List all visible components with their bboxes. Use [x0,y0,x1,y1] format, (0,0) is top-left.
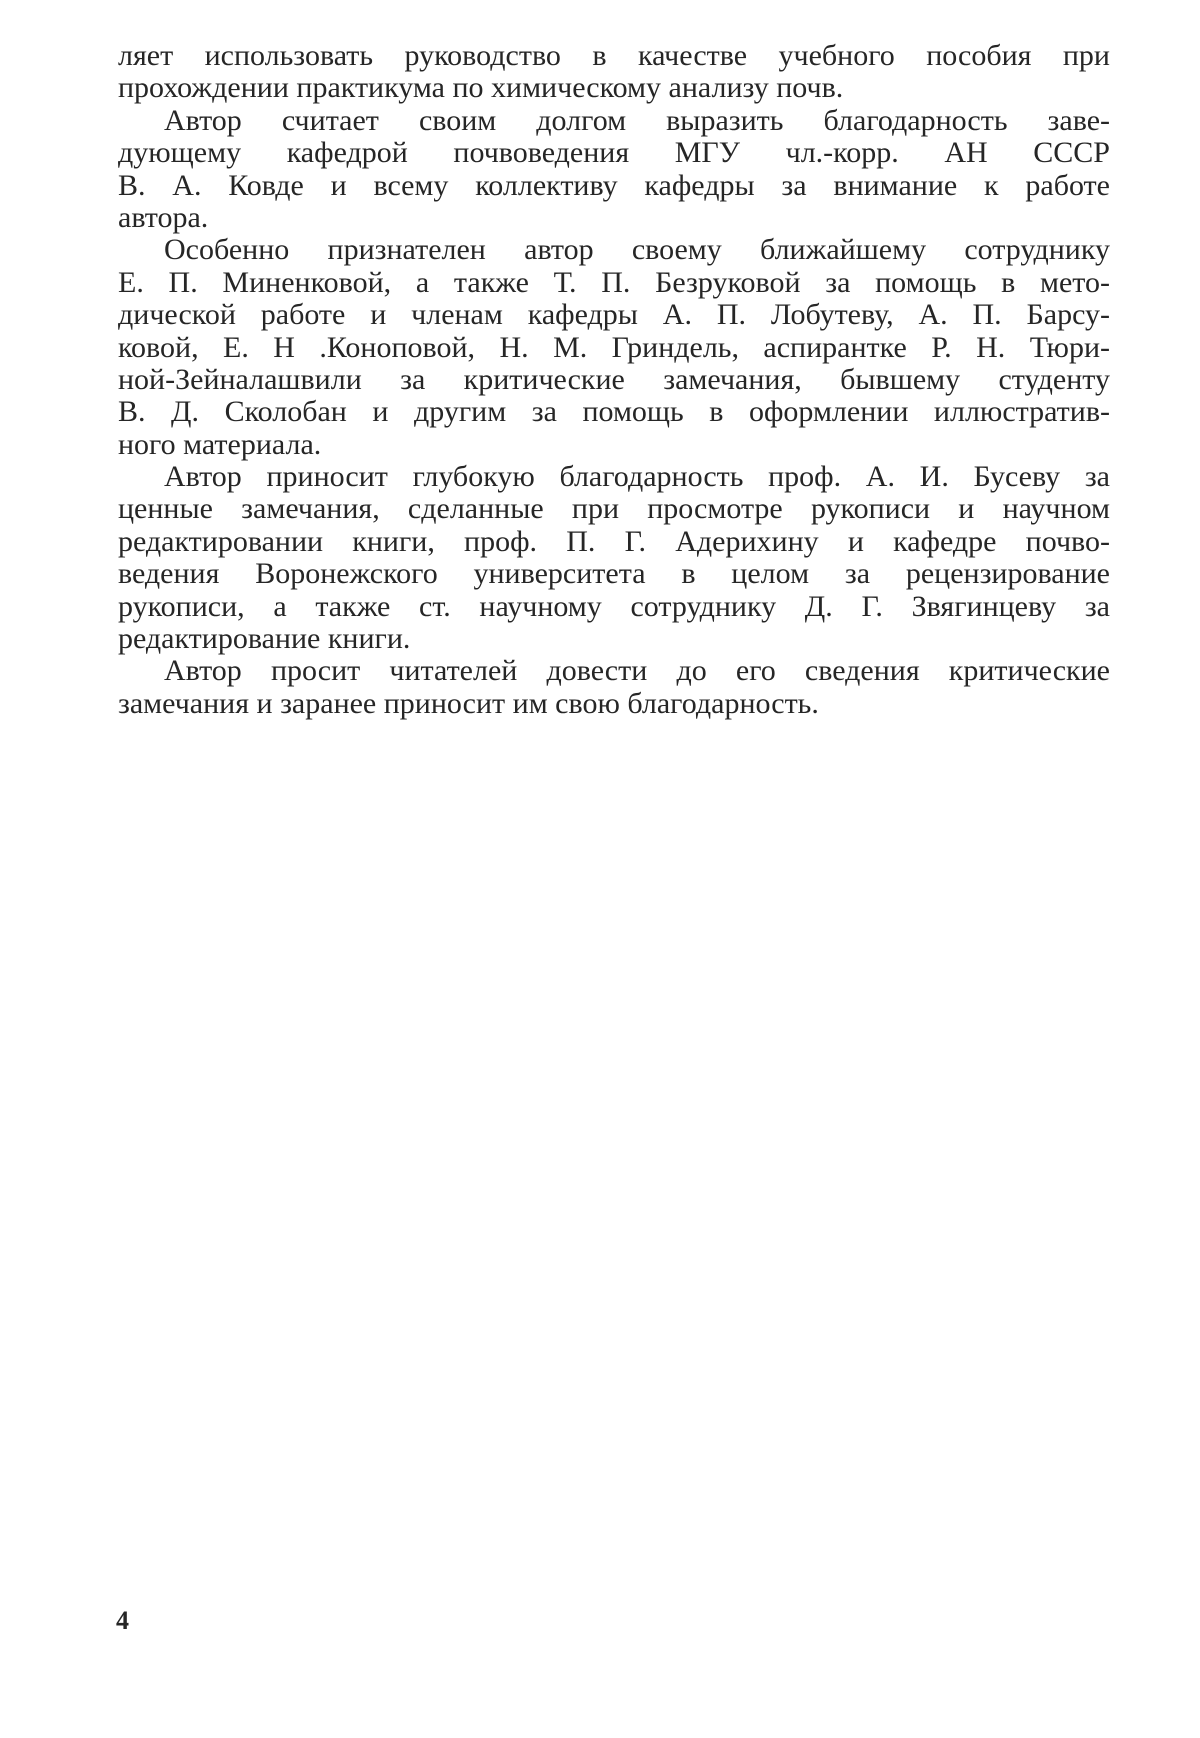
text-line: автора. [118,200,209,234]
text-line: Автор просит читателей довести до его сведения критические [164,654,1110,688]
text-line: ного материала. [118,427,322,461]
paragraph-4 [118,461,1110,655]
text-line: ковой, Е. Н .Коноповой, Н. М. Гриндель, аспирантке Р. Н. Тюри- [118,330,1110,364]
text-line: рукописи, а также ст. научному сотруднику Д. Г. Звягинцеву за [118,589,1110,623]
text-line: замечания и заранее приносит им свою благодарность. [118,686,819,720]
text-line: редактировании книги, проф. П. Г. Адерихину и кафедре почво- [118,524,1110,558]
text-line: дической работе и членам кафедры А. П. Лобутеву, А. П. Барсу- [118,298,1110,332]
text-line: прохождении практикума по химическому анализу почв. [118,71,844,105]
paragraph-5 [118,655,1110,720]
text-line: Автор приносит глубокую благодарность проф. А. И. Бусеву за [164,460,1110,494]
text-line: В. А. Ковде и всему коллективу кафедры за внимание к работе [118,168,1110,202]
text-line: ной-Зейналашвили за критические замечания, бывшему студенту [118,362,1110,396]
text-line: Автор считает своим долгом выразить благодарность заве- [164,103,1110,137]
text-line: дующему кафедрой почвоведения МГУ чл.-корр. АН СССР [118,136,1110,170]
text-line: ценные замечания, сделанные при просмотре рукописи и научном [118,492,1110,526]
text-line: Е. П. Миненковой, а также Т. П. Безруковой за помощь в мето- [118,265,1110,299]
page-number: 4 [116,1606,129,1635]
body-text [118,40,1110,720]
text-line: Особенно признателен автор своему ближайшему сотруднику [164,233,1110,267]
paragraph-3 [118,234,1110,461]
text-line: редактирование книги. [118,622,411,656]
text-line: ведения Воронежского университета в целом за рецензирование [118,557,1110,591]
text-line: В. Д. Сколобан и другим за помощь в оформлении иллюстратив- [118,395,1110,429]
paragraph-2 [118,105,1110,235]
text-line: ляет использовать руководство в качестве учебного пособия при [118,39,1110,72]
paragraph-1 [118,40,1110,105]
